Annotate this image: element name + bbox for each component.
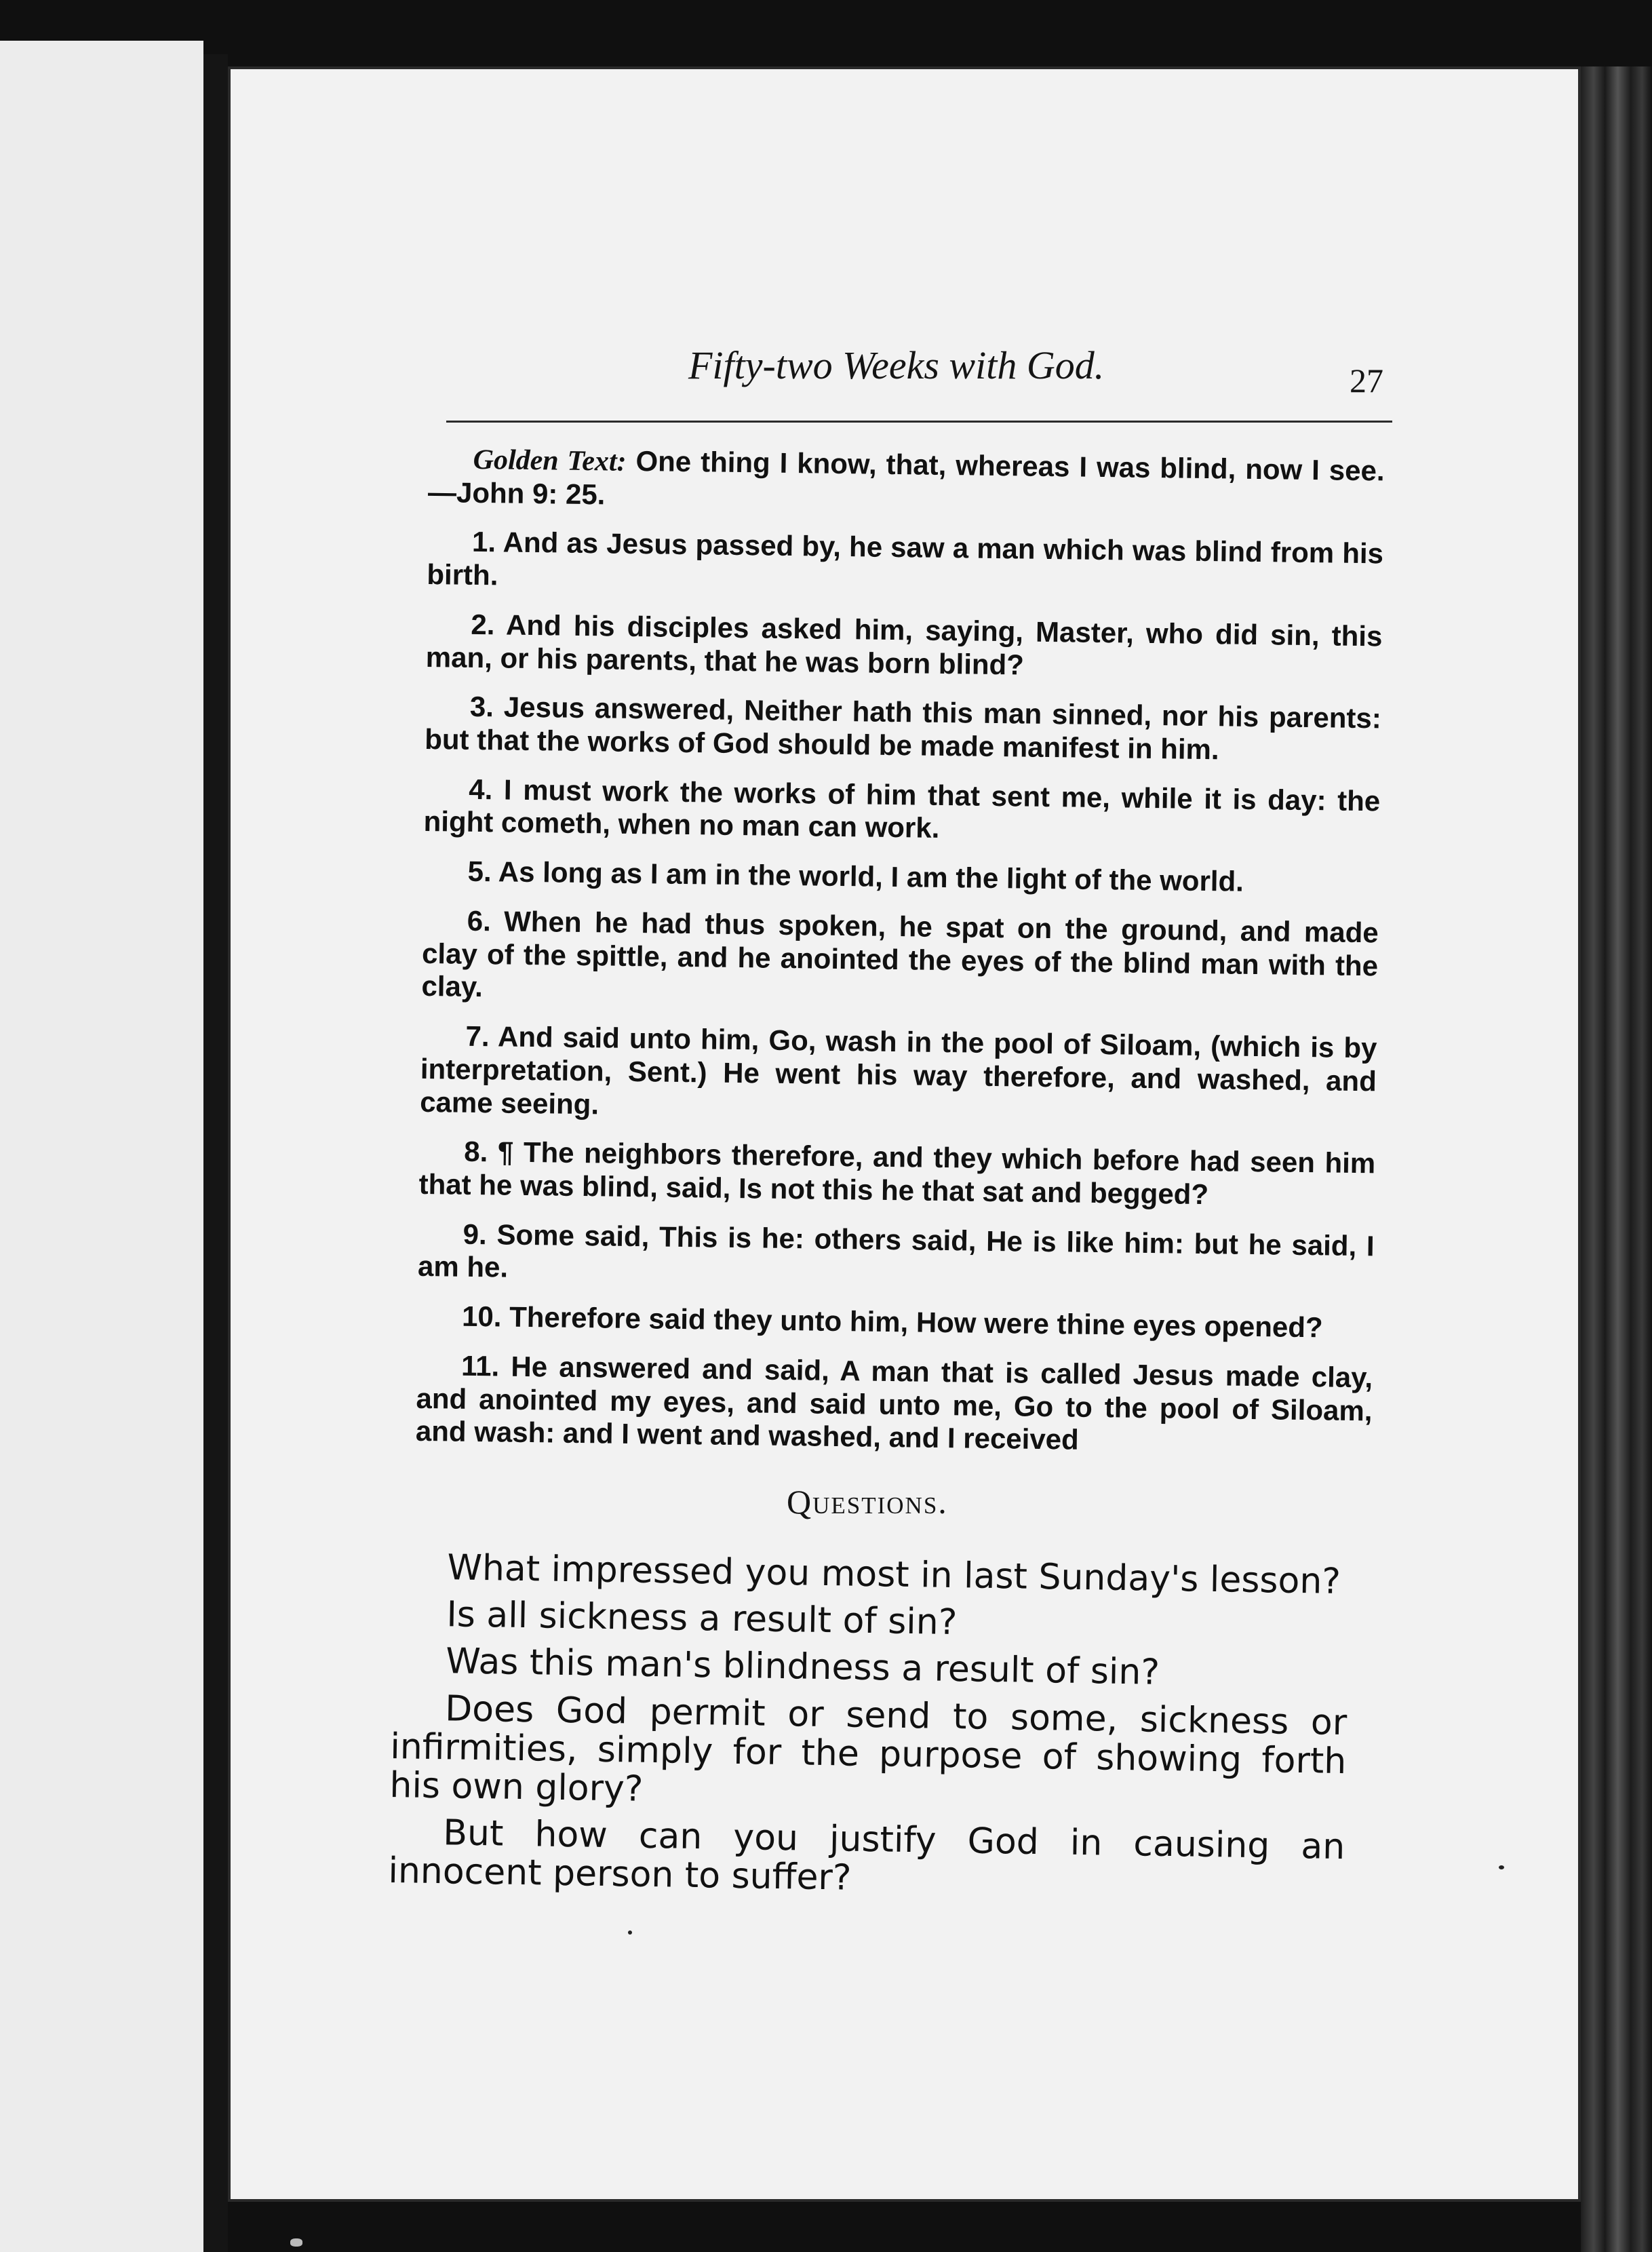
page-edges xyxy=(1581,66,1652,2252)
verse: 8. ¶ The neighbors therefore, and they which before had seen him that he was blind, said, Is not this he that sat and begged? xyxy=(418,1135,1376,1211)
questions-heading: Questions. xyxy=(787,1483,948,1521)
facing-page xyxy=(0,41,203,2252)
verse: 10. Therefore said they unto him, How were thine eyes opened? xyxy=(461,1300,1323,1344)
page-number: 27 xyxy=(1350,362,1383,400)
question: Does God permit or send to some, sickness or infirmities, simply for the purpose of showing forth his own glory? xyxy=(389,1688,1348,1810)
scan-mark xyxy=(290,2238,302,2247)
verse: 6. When he had thus spoken, he spat on the ground, and made clay of the spittle, and he anointed the eyes of the blind man with the clay. xyxy=(421,904,1379,1003)
questions-list xyxy=(388,1548,1350,1914)
verse: 2. And his disciples asked him, saying, Master, who did sin, this man, or his parents, that he was born blind? xyxy=(425,608,1383,681)
verse: 3. Jesus answered, Neither hath this man sinned, nor his parents: but that the works of God should be made manifest in him. xyxy=(424,691,1382,766)
question: Is all sickness a result of sin? xyxy=(446,1594,958,1644)
golden-text-body: One thing I know, that, whereas I was blind, now I see.—John 9: 25. xyxy=(427,444,1385,511)
golden-text-label: Golden Text: xyxy=(473,444,627,478)
scan-speck xyxy=(1499,1865,1504,1869)
scripture-text xyxy=(415,442,1385,1477)
question: But how can you justify God in causing an innocent person to suffer? xyxy=(388,1812,1345,1899)
question: What impressed you most in last Sunday's lesson? xyxy=(447,1547,1341,1602)
golden-text xyxy=(428,442,1385,522)
verse: 9. Some said, This is he: others said, He is like him: but he said, I am he. xyxy=(417,1218,1375,1284)
verse: 11. He answered and said, A man that is called Jesus made clay, and anointed my eyes, and said unto me, Go to the pool of Siloam, and wash: and I went and washed, and I received xyxy=(415,1349,1373,1456)
verse: 1. And as Jesus passed by, he saw a man which was blind from his birth. xyxy=(427,526,1384,591)
book-gutter xyxy=(203,54,228,2252)
verse: 4. I must work the works of him that sent me, while it is day: the night cometh, when no man can work. xyxy=(423,773,1381,844)
verse: 5. As long as I am in the world, I am the light of the world. xyxy=(467,855,1244,897)
header-rule xyxy=(446,421,1392,423)
scan-speck xyxy=(628,1930,632,1935)
verse: 7. And said unto him, Go, wash in the pool of Siloam, (which is by interpretation, Sent.) He went his way therefore, and washed, and came seeing. xyxy=(419,1020,1377,1120)
running-header: Fifty-two Weeks with God. xyxy=(688,343,1105,387)
question: Was this man's blindness a result of sin? xyxy=(445,1641,1160,1694)
